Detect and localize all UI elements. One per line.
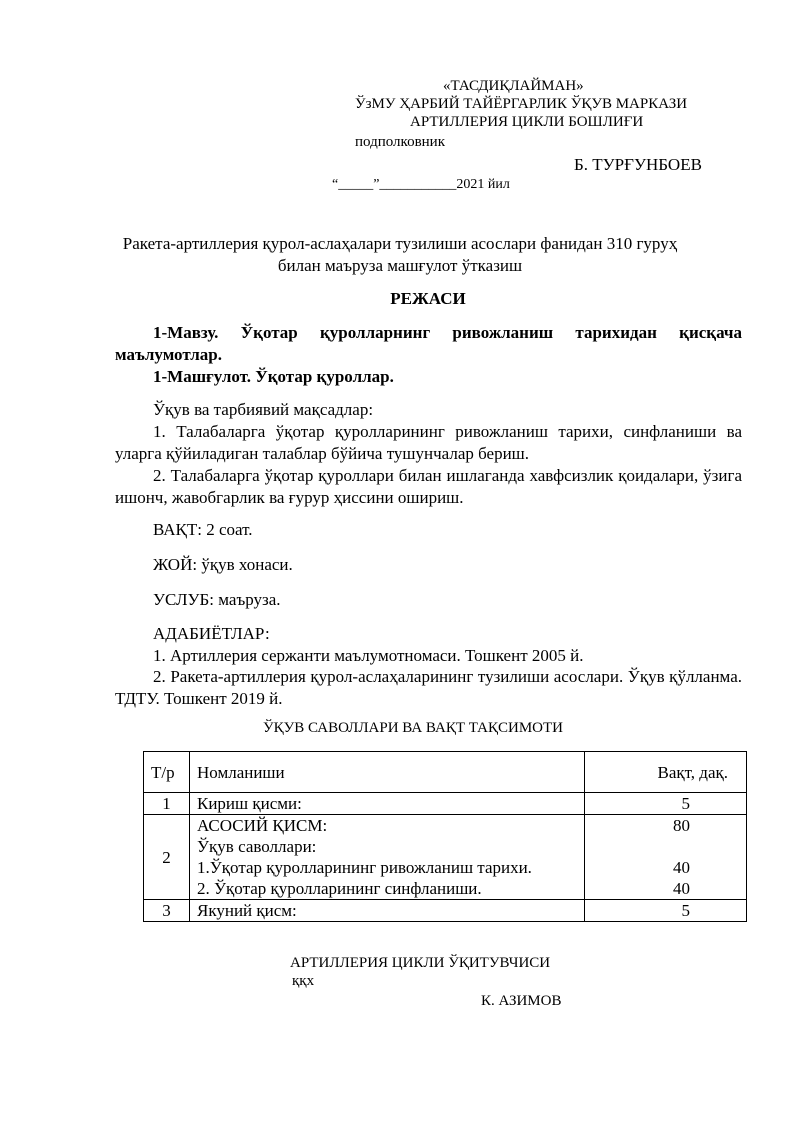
heading-line1: Ракета-артиллерия қурол-аслаҳалари тузилиши асослари фанидан 310 гуруҳ <box>122 234 678 253</box>
header-name: Номланиши <box>190 752 585 793</box>
row-line: 2. Ўқотар қуролларининг синфланиши. <box>197 879 482 898</box>
approval-name: Б. ТУРҒУНБОЕВ <box>574 155 702 174</box>
table-row <box>144 815 747 900</box>
topic-lesson: 1-Машғулот. Ўқотар қуроллар. <box>153 367 394 386</box>
approval-date: “_____”___________2021 йил <box>332 177 510 192</box>
table-row <box>144 793 747 815</box>
row-number: 3 <box>144 900 190 922</box>
goals-title: Ўқув ва тарбиявий мақсадлар: <box>153 400 374 419</box>
method-info: УСЛУБ: маъруза. <box>153 590 281 609</box>
row-name <box>190 815 585 900</box>
row-time <box>585 815 747 900</box>
schedule-table <box>143 751 747 922</box>
document-title: РЕЖАСИ <box>390 289 466 308</box>
literature-item-1: 1. Артиллерия сержанти маълумотномаси. Тошкент 2005 й. <box>153 646 584 665</box>
row-time: 5 <box>585 793 747 815</box>
row-time: 5 <box>585 900 747 922</box>
goal-item-2: 2. Талабаларга ўқотар қуроллари билан ишлаганда хавфсизлик қоидалари, ўзига ишонч, жавобгарлик ва ғурур ҳиссини ошириш. <box>115 466 742 507</box>
row-line: АСОСИЙ ҚИСМ: <box>197 816 328 835</box>
signature-position: АРТИЛЛЕРИЯ ЦИКЛИ ЎҚИТУВЧИСИ <box>290 955 551 971</box>
literature-item-2: 2. Ракета-артиллерия қурол-аслаҳаларининг тузилиши асослари. Ўқув қўлланма. ТДТУ. Тошкент 2019 й. <box>115 667 742 708</box>
signature-name: К. АЗИМОВ <box>481 993 562 1009</box>
row-time-value <box>592 836 690 857</box>
table-caption: ЎҚУВ САВОЛЛАРИ ВА ВАҚТ ТАҚСИМОТИ <box>263 720 563 736</box>
header-time: Вақт, дақ. <box>585 752 747 793</box>
approval-title: «ТАСДИҚЛАЙМАН» <box>443 78 584 94</box>
row-time-value: 40 <box>673 858 690 877</box>
table-row <box>144 900 747 922</box>
approval-rank: подполковник <box>355 134 445 150</box>
heading-line2: билан маъруза машғулот ўтказиш <box>277 256 523 275</box>
goal-item-1: 1. Талабаларга ўқотар қуролларининг ривожланиш тарихи, синфланиши ва уларга қўйиладиган талаблар бўйича тушунчалар бериш. <box>115 422 742 463</box>
row-number: 2 <box>144 815 190 900</box>
row-name: Кириш қисми: <box>190 793 585 815</box>
literature-title: АДАБИЁТЛАР: <box>153 624 270 643</box>
row-line: 1.Ўқотар қуролларининг ривожланиш тарихи. <box>197 858 532 877</box>
signature-rank: ққх <box>292 973 315 989</box>
approval-org: ЎзМУ ҲАРБИЙ ТАЙЁРГАРЛИК ЎҚУВ МАРКАЗИ <box>355 96 688 112</box>
row-number: 1 <box>144 793 190 815</box>
approval-position: АРТИЛЛЕРИЯ ЦИКЛИ БОШЛИҒИ <box>410 114 644 130</box>
time-info: ВАҚТ: 2 соат. <box>153 520 253 539</box>
place-info: ЖОЙ: ўқув хонаси. <box>153 555 293 574</box>
row-time-value: 80 <box>673 816 690 835</box>
table-header-row <box>144 752 747 793</box>
topic-subject: 1-Мавзу. Ўқотар қуролларнинг ривожланиш тарихидан қисқача маълумотлар. <box>115 323 742 364</box>
row-line: Ўқув саволлари: <box>197 837 317 856</box>
row-name: Якуний қисм: <box>190 900 585 922</box>
header-number: Т/р <box>144 752 190 793</box>
row-time-value: 40 <box>673 879 690 898</box>
